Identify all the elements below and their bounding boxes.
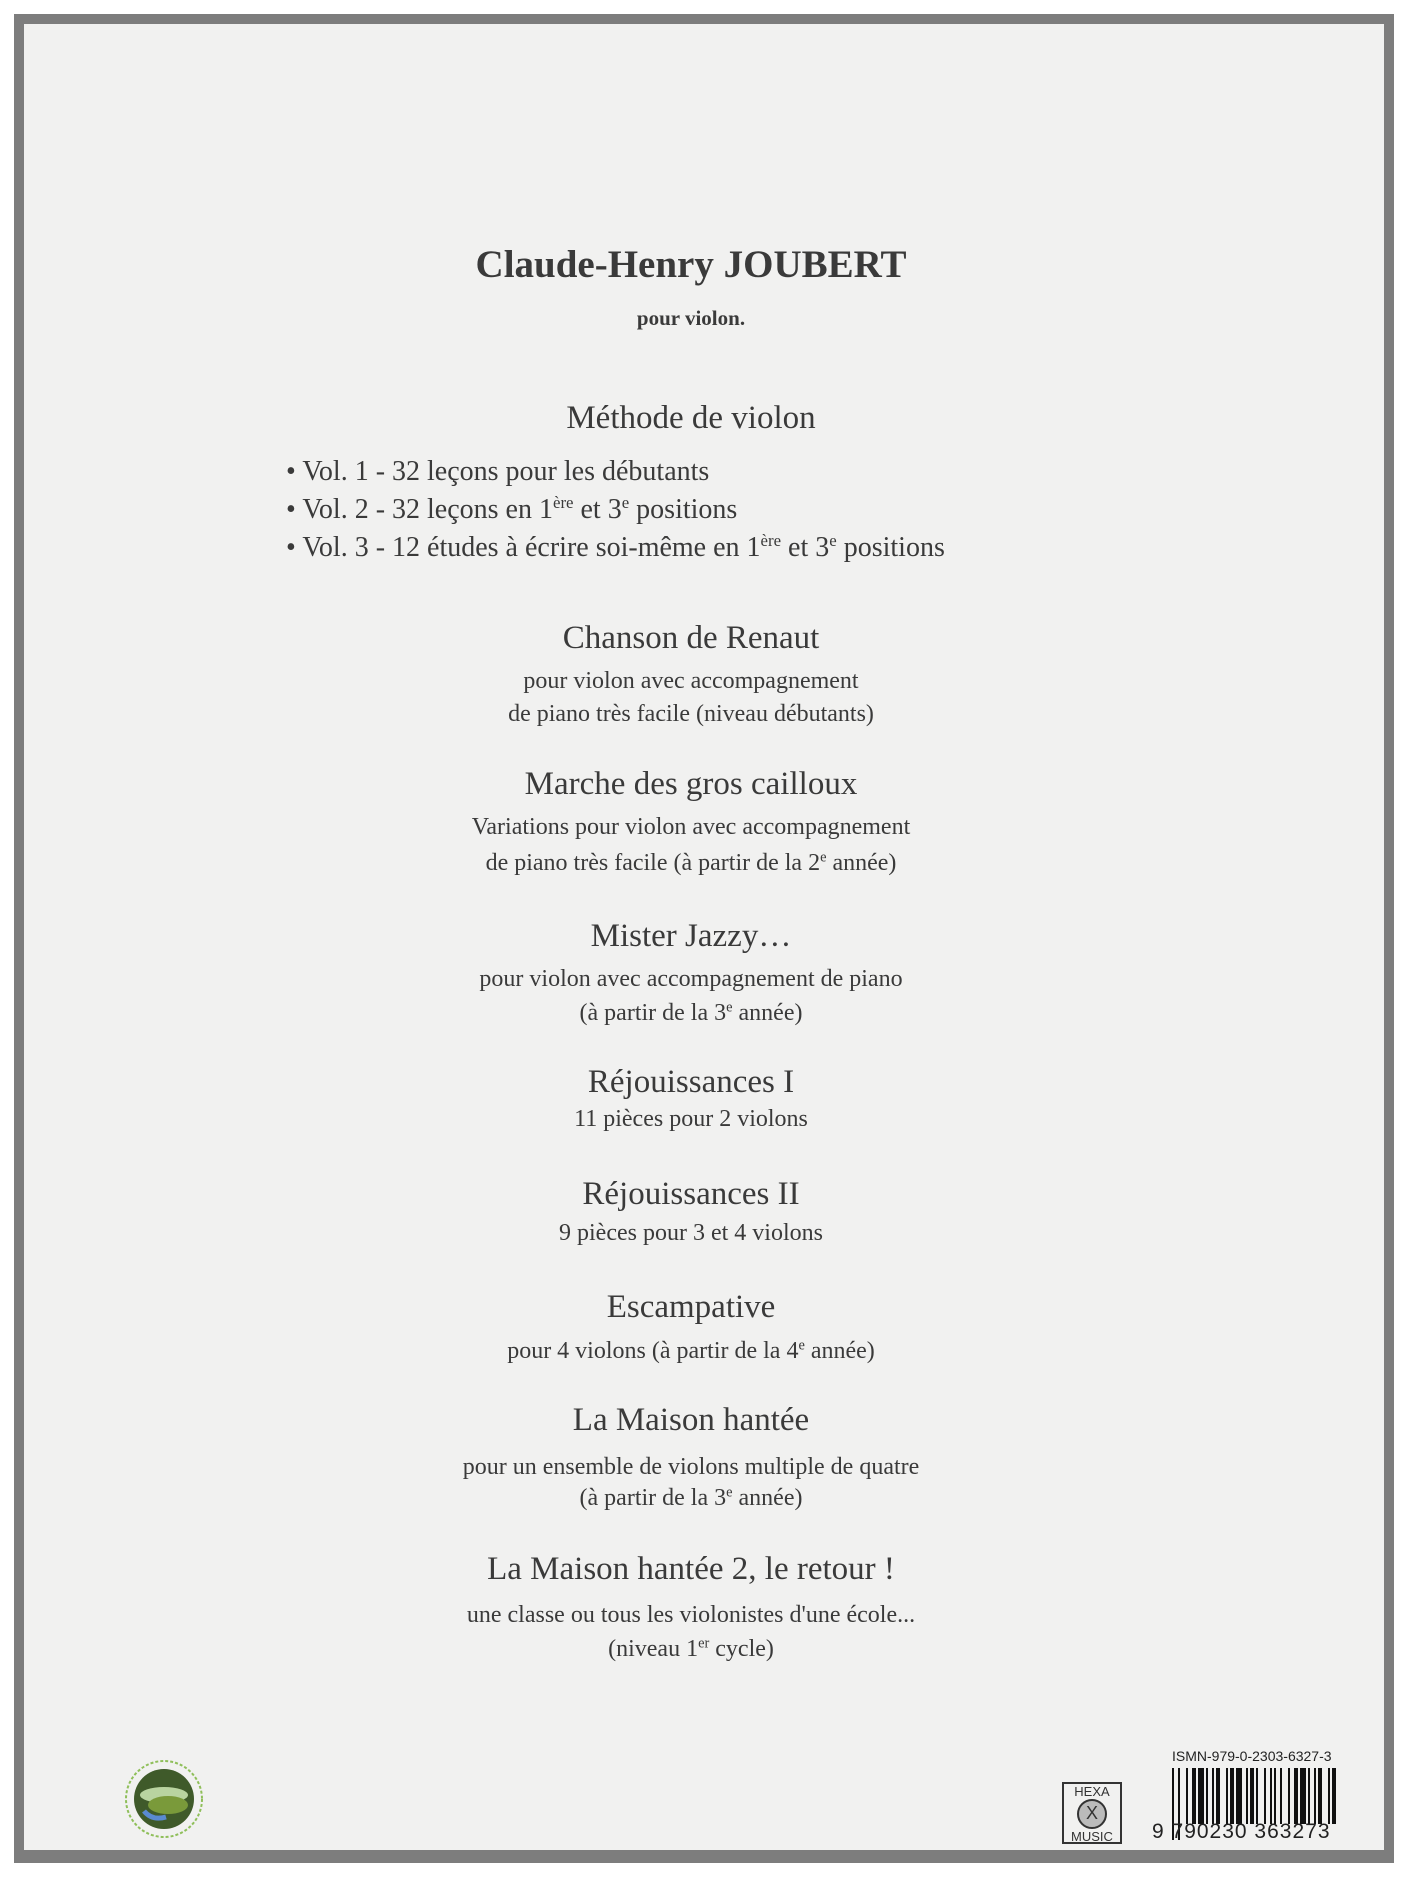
barcode-bar [1288, 1768, 1290, 1824]
barcode-bar [1236, 1768, 1242, 1824]
work-desc: (à partir de la 3e année) [579, 1484, 803, 1511]
barcode-bar [1300, 1768, 1306, 1824]
barcode-digits: 9 790230 363273 [1152, 1820, 1331, 1843]
work-desc: (niveau 1er cycle) [608, 1635, 774, 1662]
work-desc: pour un ensemble de violons multiple de quatre [462, 1454, 920, 1480]
work-desc: 11 pièces pour 2 violons [574, 1106, 808, 1132]
work-title: Chanson de Renaut [562, 620, 820, 656]
barcode-bar [1318, 1768, 1322, 1824]
barcode-bar [1314, 1768, 1316, 1824]
barcode-bar [1212, 1768, 1214, 1824]
work-title: Marche des gros cailloux [524, 766, 858, 802]
work-desc: une classe ou tous les violonistes d'une école... [466, 1602, 916, 1628]
work-desc: de piano très facile (à partir de la 2e année) [485, 849, 897, 876]
barcode-bar [1332, 1768, 1336, 1824]
barcode-bar [1308, 1768, 1310, 1824]
barcode-bar [1250, 1768, 1254, 1824]
volume-item: • Vol. 1 - 32 leçons pour les débutants [286, 456, 710, 487]
barcode-bar [1226, 1768, 1228, 1824]
hexa-music-logo: HEXA X MUSIC [1062, 1782, 1122, 1844]
barcode-bar [1198, 1768, 1204, 1824]
barcode-bar [1294, 1768, 1298, 1824]
barcode-bar [1230, 1768, 1234, 1824]
work-desc: pour 4 violons (à partir de la 4e année) [507, 1337, 875, 1364]
barcode-bar [1328, 1768, 1330, 1824]
author-subtitle: pour violon. [636, 306, 746, 330]
work-title: Escampative [606, 1289, 776, 1325]
methode-title: Méthode de violon [566, 400, 816, 436]
work-title: Réjouissances I [587, 1064, 795, 1100]
barcode-bar [1256, 1768, 1258, 1824]
work-title: La Maison hantée [572, 1402, 810, 1438]
work-desc: (à partir de la 3e année) [579, 999, 803, 1026]
barcode-bar [1216, 1768, 1220, 1824]
barcode-bar [1280, 1768, 1282, 1824]
volume-item: • Vol. 2 - 32 leçons en 1ère et 3e positions [286, 492, 738, 525]
barcode-bar [1270, 1768, 1272, 1824]
barcode-bar [1264, 1768, 1266, 1824]
barcode-bar [1186, 1768, 1188, 1824]
ismn-code: ISMN-979-0-2303-6327-3 [1172, 1748, 1332, 1764]
barcode-bar [1246, 1768, 1248, 1824]
imprim-vert-logo [122, 1755, 206, 1839]
work-desc: pour violon avec accompagnement [523, 668, 859, 694]
work-desc: 9 pièces pour 3 et 4 violons [559, 1220, 823, 1246]
barcode-bar [1274, 1768, 1276, 1824]
barcode-bar [1206, 1768, 1208, 1824]
work-desc: de piano très facile (niveau débutants) [508, 701, 874, 727]
work-desc: pour violon avec accompagnement de piano [479, 966, 903, 992]
work-title: La Maison hantée 2, le retour ! [487, 1551, 895, 1587]
work-title: Mister Jazzy… [590, 918, 792, 954]
author-name: Claude-Henry JOUBERT [475, 243, 907, 286]
back-cover [24, 24, 1384, 1850]
work-desc: Variations pour violon avec accompagnement [471, 814, 911, 840]
volume-item: • Vol. 3 - 12 études à écrire soi-même en 1ère et 3e positions [286, 530, 945, 563]
work-title: Réjouissances II [582, 1176, 800, 1212]
barcode-bar [1192, 1768, 1196, 1824]
